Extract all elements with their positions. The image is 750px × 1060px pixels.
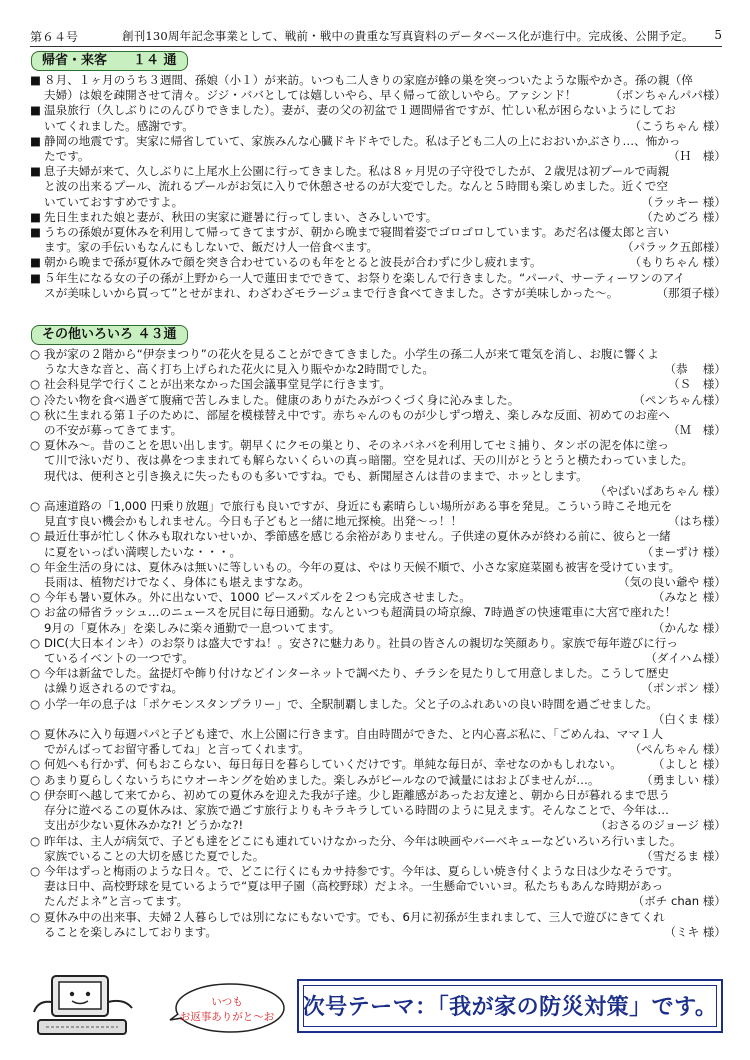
entry-text: ます。家の手伝いもなんにもしないで、飯だけ人一倍食べます。 <box>44 240 379 255</box>
entry-text: 今年も暑い夏休み。外に出ないで、1000 ピースパズルを２つも完成させました。 <box>44 590 471 605</box>
entry-signature: （まーずけ 様） <box>641 544 726 559</box>
bullet-icon: ○ <box>30 833 41 848</box>
line-indent <box>30 286 44 301</box>
entry-line <box>30 864 726 879</box>
misc-entry <box>30 864 726 910</box>
misc-entry <box>30 529 726 559</box>
entry-signature: （かんな 様） <box>652 620 726 635</box>
bullet-icon: ■ <box>30 103 41 118</box>
visits-list <box>30 73 726 301</box>
entry-text: 何処へも行かず、何もおこらない、毎日毎日を暮らしていくだけです。単純な毎日が、幸せなのかもしれない。 <box>44 757 622 772</box>
line-indent <box>30 545 44 560</box>
bullet-icon: ○ <box>30 727 41 742</box>
bullet-icon: ○ <box>30 909 41 924</box>
entry-line <box>30 149 726 164</box>
bullet-icon: ○ <box>30 757 41 772</box>
issue-number: 第６４号 <box>30 30 79 44</box>
entry-signature: （那須子様） <box>656 285 726 300</box>
entry-line <box>30 910 726 925</box>
misc-entry <box>30 727 726 757</box>
entry-line <box>30 453 726 468</box>
bullet-icon: ○ <box>30 635 41 650</box>
entry-text: スが美味しいから買って”とせがまれ、わざわざモラージュまで行き食べてきました。さすが美味しかった～。 <box>44 285 619 300</box>
entry-line <box>30 499 726 514</box>
entry-line <box>30 605 726 620</box>
entry-line <box>30 210 726 225</box>
entry-text: 昨年は、主人が病気で、子ども達をどこにも連れていけなかった分、今年は映画やバーベキューなどいろいろ行いました。 <box>44 833 682 848</box>
misc-entry <box>30 788 726 834</box>
misc-entry <box>30 666 726 696</box>
entry-line <box>30 818 726 833</box>
entry-signature: （気の良い爺や 様） <box>617 575 726 590</box>
misc-entry <box>30 590 726 605</box>
line-indent <box>30 514 44 529</box>
line-indent <box>30 362 44 377</box>
entry-line <box>30 727 726 742</box>
entry-signature: （勇ましい 様） <box>641 772 726 787</box>
bullet-icon: ○ <box>30 499 41 514</box>
line-indent <box>30 818 44 833</box>
bullet-icon: ○ <box>30 392 41 407</box>
entry-line <box>30 134 726 149</box>
entry-line <box>30 240 726 255</box>
entry-text: ているイベントの一つです。 <box>44 651 194 666</box>
entry-line <box>30 666 726 681</box>
line-indent <box>30 681 44 696</box>
entry-text: うな大きな音と、高く打ち上げられた花火に見入り賑やかな2時間でした。 <box>44 362 434 377</box>
entry-text: 先日生まれた娘と妻が、秋田の実家に避暑に行ってしまい、さみしいです。 <box>44 209 438 224</box>
entry-line <box>30 712 726 727</box>
entry-line <box>30 393 726 408</box>
entry-text: に夏をいっぱい満喫したいな・・・。 <box>44 544 242 559</box>
entry-text: たです。 <box>44 149 90 164</box>
entry-text: 長雨は、植物だけでなく、身体にも堪えますなあ。 <box>44 575 310 590</box>
entry-signature: （やばいばあちゃん 様） <box>594 483 726 498</box>
visit-entry <box>30 255 726 270</box>
entry-signature: （もりちゃん 様） <box>629 255 726 270</box>
entry-text: 存分に遊べるこの夏休みは、家族で過ごす旅行よりもキラキラしている時間のように見えます。そんなことで、今年は… <box>44 803 669 818</box>
visit-entry <box>30 210 726 225</box>
entry-line <box>30 742 726 757</box>
entry-text: 社会科見学で行くことが出来なかった国会議事堂見学に行きます。 <box>44 377 391 392</box>
entry-text: 秋に生まれる第１子のために、部屋を模様替え中です。赤ちゃんのものが少しずつ増え、楽しみな反面、初めてのお産へ <box>44 407 670 422</box>
header-note: 創刊130周年記念事業として、戦前・戦中の貴重な写真資料のデータベース化が進行中。完成後、公開予定。 <box>122 29 694 43</box>
entry-line <box>30 484 726 499</box>
entry-text: 9月の「夏休み」を楽しみに楽々通勤で一息ついてます。 <box>44 620 341 635</box>
misc-entry <box>30 408 726 438</box>
bullet-icon: ■ <box>30 270 41 285</box>
entry-text: 妻は日中、高校野球を見ているようで“夏は甲子園（高校野球）だよネ。一生懸命でいいヨ。私たちもあんな時期があっ <box>44 879 664 894</box>
next-theme-label: 次号テーマ：「我が家の防災対策」です。 <box>302 995 718 1020</box>
entry-text: 家族でいることの大切を感じた夏でした。 <box>44 848 265 863</box>
entry-line <box>30 469 726 484</box>
entry-signature: （雪だるま 様） <box>641 848 726 863</box>
bullet-icon: ○ <box>30 863 41 878</box>
entry-text: ることを楽しみにしております。 <box>44 924 217 939</box>
bubble-line-2: お返事ありがと～お <box>179 1011 275 1023</box>
entry-line <box>30 255 726 270</box>
entry-text: 冷たい物を食べ過ぎて腹痛で苦しみました。健康のありがたみがつくづく身に沁みました。 <box>44 392 520 407</box>
entry-signature: （ボンちゃんパパ様） <box>610 88 726 103</box>
entry-signature: （ペンちゃん様） <box>633 392 726 407</box>
entry-signature: （よしと 様） <box>652 757 726 772</box>
entry-text: DIC(大日本インキ）のお祭りは盛大ですね！。安さ?に魅力あり。社員の皆さんの親切な笑顔あり。家族で毎年遊びに行っ <box>44 635 678 650</box>
line-indent <box>30 621 44 636</box>
entry-text: て川で泳いだり、夜は鼻をつままれても解らないくらいの真っ暗闇。空を見れば、天の川がとうとうと横たわっていました。 <box>44 453 694 468</box>
entry-signature: （はち様） <box>668 514 726 529</box>
entry-text <box>44 712 647 727</box>
misc-entry <box>30 757 726 772</box>
entry-text: お盆の帰省ラッシュ…のニュースを尻目に毎日通勤。なんといつも超満員の埼京線、7時過ぎの快速電車に大宮で座れた！ <box>44 605 677 620</box>
entry-line <box>30 834 726 849</box>
line-indent <box>30 240 44 255</box>
entry-signature: （白くま 様） <box>652 711 726 726</box>
line-indent <box>30 925 44 940</box>
entry-text: ５年生になる女の子の孫が上野から一人で蓮田までできて、お祭りを楽しんで行きました。“パーパ、サーティーワンのアイ <box>44 270 685 285</box>
line-indent <box>30 803 44 818</box>
entry-text: は繰り返されるのですね。 <box>44 681 184 696</box>
entry-text: 夏休みに入り毎週パパと子ども達で、水上公園に行きます。自由時間ができた、と内心喜ぶ私に、「ごめんね、ママ１人 <box>44 727 664 742</box>
line-indent <box>30 195 44 210</box>
entry-line <box>30 849 726 864</box>
entry-line <box>30 590 726 605</box>
entry-text: 夏休み～。昔のことを思い出します。朝早くにクモの巣とり、そのネバネバを利用してセミ捕り、タンボの泥を体に塗っ <box>44 438 669 453</box>
visit-entry <box>30 271 726 301</box>
misc-entry <box>30 636 726 666</box>
entry-signature: （ミキ 様） <box>664 924 726 939</box>
entry-text: いてくれました。感謝です。 <box>44 118 194 133</box>
line-indent <box>30 484 44 499</box>
line-indent <box>30 879 44 894</box>
line-indent <box>30 894 44 909</box>
entry-signature: （Ｍ 様） <box>668 423 726 438</box>
entry-text: 支出が少ない夏休みかな?! どうかな?! <box>44 818 244 833</box>
bullet-icon: ○ <box>30 559 41 574</box>
bullet-icon: ○ <box>30 787 41 802</box>
bullet-icon: ○ <box>30 605 41 620</box>
entry-line <box>30 651 726 666</box>
entry-text: 見直す良い機会かもしれません。今日も子どもと一緒に地元探検。出発～っ！！ <box>44 514 463 529</box>
entry-signature: （みなと 様） <box>652 590 726 605</box>
bubble-line-1: いつも <box>211 996 243 1008</box>
entry-text: たんだよネ”と言ってます。 <box>44 894 189 909</box>
entry-line <box>30 879 726 894</box>
bullet-icon: ■ <box>30 164 41 179</box>
entry-line <box>30 636 726 651</box>
entry-line <box>30 894 726 909</box>
entry-text: 夏休み中の出来事、夫婦２人暮らしでは別になにもないです。でも、6月に初孫が生まれまして、三人で遊びにきてくれ <box>44 909 665 924</box>
entry-text: 現代は、便利さと引き換えに失ったものも多いですね。でも、新聞屋さんは昔のままで、ホッとします。 <box>44 468 588 483</box>
entry-line <box>30 423 726 438</box>
misc-entry <box>30 834 726 864</box>
entry-line <box>30 225 726 240</box>
entry-line <box>30 103 726 118</box>
line-indent <box>30 651 44 666</box>
visit-entry <box>30 225 726 255</box>
misc-entry <box>30 605 726 635</box>
entry-signature: （ポンポン 様） <box>641 681 726 696</box>
line-indent <box>30 469 44 484</box>
entry-signature: （ラッキー 様） <box>641 194 726 209</box>
entry-line <box>30 195 726 210</box>
entry-text: でがんばってお留守番してね」と言ってくれます。 <box>44 742 310 757</box>
entry-text: あまり夏らしくないうちにウオーキングを始めました。楽しみがビールなので減量にはおよびませんが…。 <box>44 772 600 787</box>
section-heading-visits: 帰省・来客 １４ 通 <box>31 51 188 71</box>
misc-entry <box>30 377 726 392</box>
entry-text: 今年は新盆でした。盆提灯や飾り付けなどインターネットで調べたり、チラシを見たりして用意しました。こうして歴史 <box>44 666 670 681</box>
line-indent <box>30 88 44 103</box>
entry-line <box>30 179 726 194</box>
entry-line <box>30 925 726 940</box>
line-indent <box>30 119 44 134</box>
entry-line <box>30 545 726 560</box>
misc-entry <box>30 438 726 499</box>
misc-entry <box>30 560 726 590</box>
entry-text: の不安が募ってきてます。 <box>44 423 183 438</box>
entry-text: 高速道路の「1,000 円乗り放題」で旅行も良いですが、身近にも素晴らしい場所がある事を発見。こういう時こそ地元を <box>44 499 673 514</box>
visit-entry <box>30 134 726 164</box>
entry-text: と波の出来るプール、流れるプールがお気に入りで休憩させるのが大変でした。なんと５時間も楽しめました。近くで空 <box>44 179 668 194</box>
page-number: 5 <box>714 28 722 42</box>
line-indent <box>30 742 44 757</box>
bullet-icon: ○ <box>30 772 41 787</box>
bullet-icon: ■ <box>30 73 41 87</box>
bullet-icon: ■ <box>30 225 41 240</box>
section-heading-misc: その他いろいろ ４３通 <box>31 325 188 345</box>
line-indent <box>30 149 44 164</box>
line-indent <box>30 453 44 468</box>
entry-line <box>30 788 726 803</box>
bullet-icon: ○ <box>30 529 41 544</box>
bullet-icon: ○ <box>30 407 41 422</box>
entry-line <box>30 73 726 88</box>
entry-signature: （ためごろ 様） <box>641 209 726 224</box>
entry-line <box>30 362 726 377</box>
misc-entry <box>30 697 726 727</box>
bullet-icon: ○ <box>30 438 41 453</box>
bullet-icon: ■ <box>30 255 41 270</box>
entry-line <box>30 621 726 636</box>
entry-text: 息子夫婦が来て、久しぶりに上尾水上公園に行ってきました。私は８ヶ月児の子守役でしたが、２歳児は初プールで両親 <box>44 164 670 179</box>
entry-text: うちの孫娘が夏休みを利用して帰ってきてますが、朝から晩まで寝間着姿でゴロゴロしています。あだ名は優太郎と言い <box>44 225 670 240</box>
page-header <box>30 26 722 47</box>
entry-line <box>30 575 726 590</box>
bullet-icon: ○ <box>30 590 41 605</box>
entry-signature: （Ｓ 様） <box>668 377 726 392</box>
entry-text <box>44 484 589 499</box>
bullet-icon: ○ <box>30 666 41 681</box>
entry-signature: （ダイハム様） <box>645 651 726 666</box>
line-indent <box>30 712 44 727</box>
visit-entry <box>30 164 726 210</box>
entry-signature: （ぺんちゃん 様） <box>629 742 726 757</box>
misc-entry <box>30 499 726 529</box>
bullet-icon: ○ <box>30 377 41 392</box>
line-indent <box>30 849 44 864</box>
entry-line <box>30 164 726 179</box>
visit-entry <box>30 103 726 133</box>
entry-text: 年金生活の身には、夏休みは無いに等しいもの。今年の夏は、やはり天候不順で、小さな家庭菜園も被害を受けています。 <box>44 559 681 574</box>
entry-line <box>30 773 726 788</box>
entry-signature: （こうちゃん 様） <box>629 118 726 133</box>
entry-text: 我が家の２階から“伊奈まつり”の花火を見ることができてきました。小学生の孫二人が来て電気を消し、お腹に響くよ <box>44 347 659 361</box>
entry-line <box>30 377 726 392</box>
entry-text: 静岡の地震です。実家に帰省していて、家族みんな心臓ドキドキでした。私は子ども二人の上におおいかぶさり…、怖かっ <box>44 133 681 148</box>
computer-mascot-icon <box>28 972 138 1042</box>
entry-line <box>30 347 726 362</box>
misc-entry <box>30 347 726 377</box>
entry-text: 温泉旅行（久しぶりにのんびりできました）。妻が、妻の父の初盆で１週間帰省ですが、忙しい私が困らないようにしてお <box>44 103 676 118</box>
entry-text: いていておすすめですよ。 <box>44 194 184 209</box>
line-indent <box>30 423 44 438</box>
entry-text: 夫婦）は娘を疎開させて清々。ジジ・ババとしては嬉しいやら、早く帰って欲しいやら。アァシンド！ <box>44 88 577 103</box>
bullet-icon: ○ <box>30 696 41 711</box>
entry-text: 伊奈町へ越して来てから、初めての夏休みを迎えた我が子達。少し距離感があったお友達と、朝から日が暮れるまで思う <box>44 787 670 802</box>
misc-entry <box>30 910 726 940</box>
entry-line <box>30 438 726 453</box>
entry-line <box>30 697 726 712</box>
bullet-icon: ○ <box>30 347 41 361</box>
entry-text: ８月、１ヶ月のうち３週間、孫娘（小１）が来訪。いつも二人きりの家庭が蜂の巣を突っついたような賑やかさ。孫の親（倅 <box>44 73 693 87</box>
misc-entry <box>30 773 726 788</box>
entry-line <box>30 514 726 529</box>
entry-signature: （Ｈ 様） <box>668 149 726 164</box>
misc-entry <box>30 393 726 408</box>
entry-signature: （恭 様） <box>664 362 726 377</box>
thanks-bubble <box>168 980 286 1036</box>
line-indent <box>30 575 44 590</box>
entry-line <box>30 286 726 301</box>
entry-line <box>30 271 726 286</box>
entry-line <box>30 681 726 696</box>
entry-line <box>30 119 726 134</box>
entry-line <box>30 560 726 575</box>
entry-line <box>30 88 726 103</box>
entry-text: 今年はずっと梅雨のような日々。で、どこに行くにもカサ持参です。今年は、夏らしい焼き付くような日は少なそうです。 <box>44 863 679 878</box>
entry-line <box>30 408 726 423</box>
next-theme-box <box>297 979 723 1033</box>
entry-signature: （おさるのジョージ 様） <box>595 818 726 833</box>
bullet-icon: ■ <box>30 209 41 224</box>
line-indent <box>30 179 44 194</box>
entry-text: 小学一年の息子は「ポケモンスタンプラリー」で、全駅制覇しました。父と子のふれあいの良い時間を過ごせました。 <box>44 696 658 711</box>
entry-line <box>30 757 726 772</box>
entry-signature: （ボチ chan 様） <box>632 894 726 909</box>
entry-text: 朝から晩まで孫が夏休みで顔を突き合わせているのも年をとると波長が合わずに少し疲れます。 <box>44 255 542 270</box>
entry-signature: （パラック五郎様） <box>621 240 726 255</box>
entry-text: 最近仕事が忙しく休みも取れないせいか、季節感を感じる余裕がありません。子供達の夏休みが終わる前に、彼らと一緒 <box>44 529 671 544</box>
bullet-icon: ■ <box>30 133 41 148</box>
entry-line <box>30 529 726 544</box>
entry-line <box>30 803 726 818</box>
misc-list <box>30 347 726 940</box>
visit-entry <box>30 73 726 103</box>
